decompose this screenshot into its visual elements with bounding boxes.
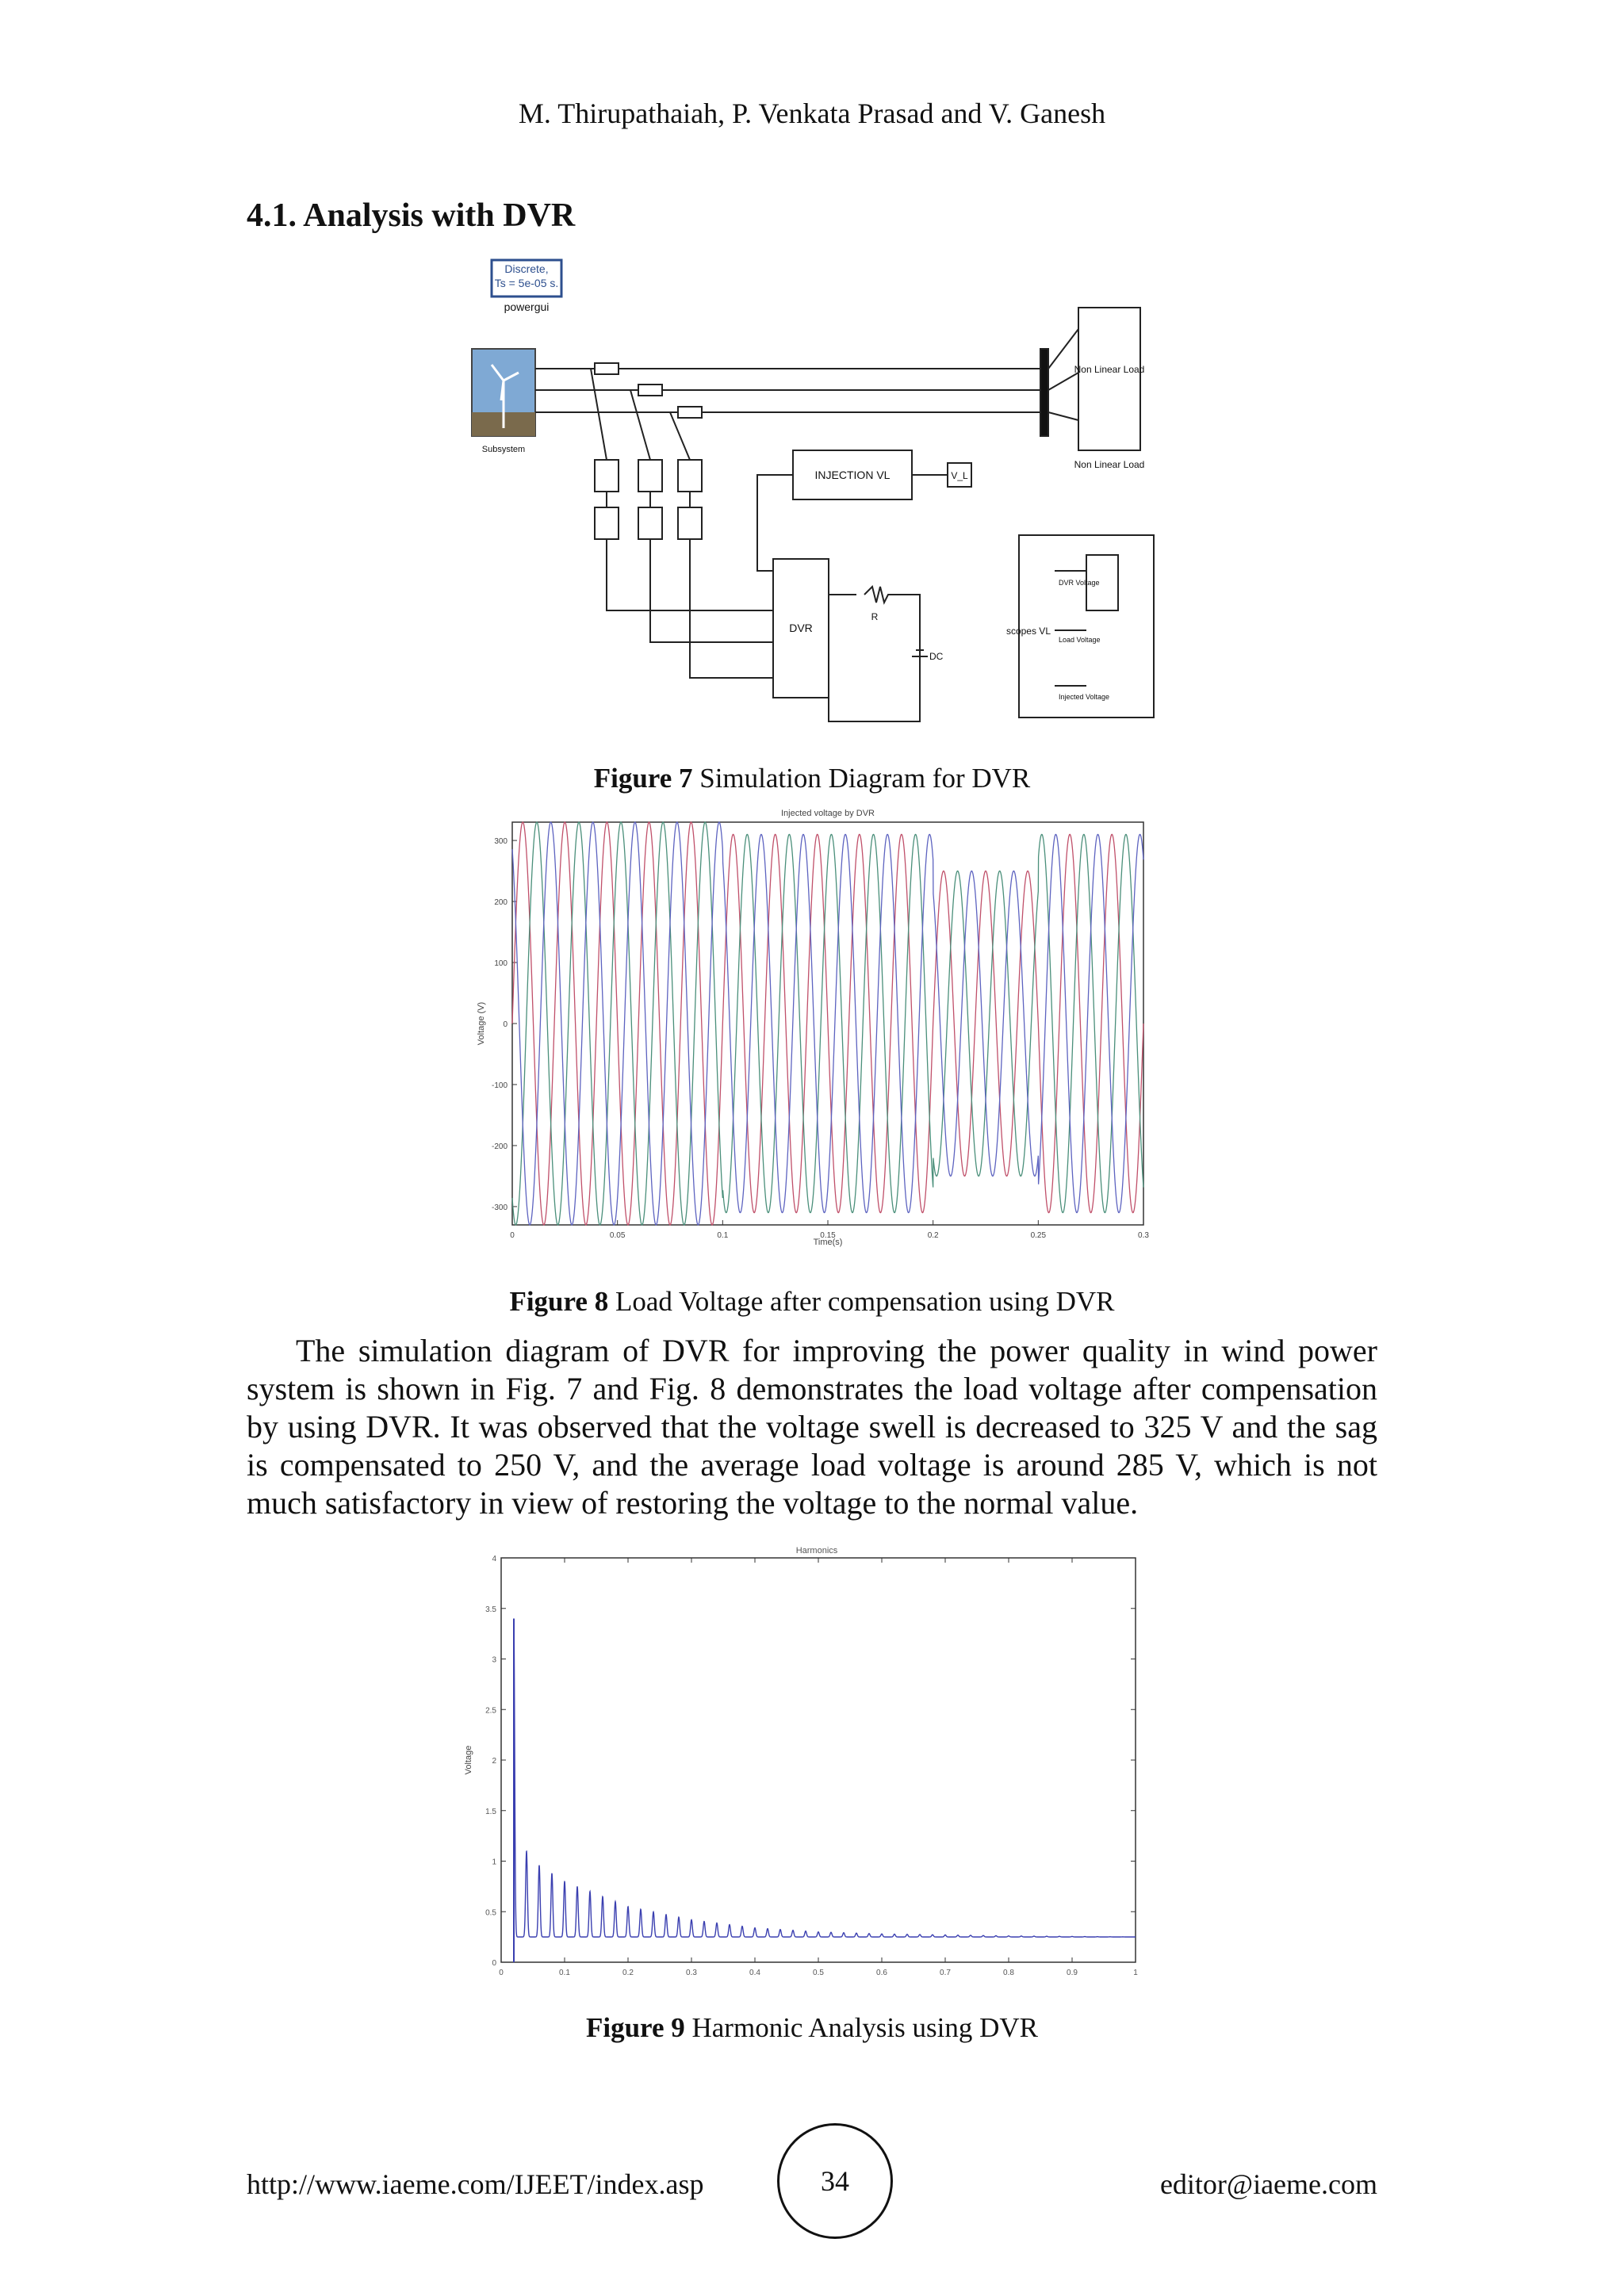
fig9-ytick-label: 3.5 xyxy=(485,1605,496,1614)
fig9-xtick-label: 0.3 xyxy=(686,1969,697,1977)
nonlinear-load-caption: Non Linear Load xyxy=(1074,459,1145,470)
load-voltage-label: Load Voltage xyxy=(1059,636,1101,644)
nonlinear-load-label: Non Linear Load xyxy=(1074,364,1145,375)
footer-email[interactable]: editor@iaeme.com xyxy=(1159,2168,1377,2200)
fig9-xtick-label: 0.8 xyxy=(1003,1969,1014,1977)
fig7-caption xyxy=(0,763,1624,794)
dc-label: DC xyxy=(929,651,944,662)
fig9-xtick-label: 1 xyxy=(1133,1969,1138,1977)
fig9-caption-text: Harmonic Analysis using DVR xyxy=(684,2012,1039,2043)
footer-url[interactable]: http://www.iaeme.com/IJEET/index.asp xyxy=(247,2168,704,2200)
fig8-xtick-label: 0 xyxy=(510,1231,515,1240)
fig8-title: Injected voltage by DVR xyxy=(780,809,875,818)
fig8-xtick-label: 0.1 xyxy=(717,1231,729,1240)
fig8-caption-label: Figure 8 xyxy=(509,1286,609,1317)
fig8-caption xyxy=(0,1286,1624,1318)
r-label: R xyxy=(871,611,879,622)
fig8-ylabel: Voltage (V) xyxy=(477,1001,486,1046)
fig9-ytick-label: 3 xyxy=(492,1655,496,1665)
fig8-ytick-label: 200 xyxy=(494,898,508,908)
fig9-ytick-label: 2 xyxy=(492,1757,496,1766)
fig9-xtick-label: 0.2 xyxy=(622,1969,634,1977)
page-number: 34 xyxy=(777,2123,893,2239)
fig9-xtick-label: 0 xyxy=(499,1969,504,1977)
fig9-xtick-label: 0.5 xyxy=(813,1969,824,1977)
fig8-ytick-label: -300 xyxy=(491,1203,508,1212)
vl-tag-label: V_L xyxy=(951,470,968,481)
fig7-caption-text: Simulation Diagram for DVR xyxy=(692,763,1031,794)
fig9-ylabel: Voltage xyxy=(464,1745,473,1775)
fig8-xlabel: Time(s) xyxy=(813,1238,843,1247)
fig9-ytick-label: 1 xyxy=(492,1858,496,1867)
fig9-ytick-label: 2.5 xyxy=(485,1706,496,1716)
fig8-caption-text: Load Voltage after compensation using DVR xyxy=(608,1286,1115,1317)
fig9-xtick-label: 0.7 xyxy=(940,1969,951,1977)
powergui-label: powergui xyxy=(504,300,550,313)
injected-voltage-label: Injected Voltage xyxy=(1059,693,1110,701)
scopes-label: scopes VL xyxy=(1005,626,1051,637)
powergui-discrete-label: Discrete, xyxy=(504,262,549,275)
fig8-ytick-label: 300 xyxy=(494,837,508,847)
fig8-xtick-label: 0.2 xyxy=(927,1231,939,1240)
nonlinear-load-block xyxy=(1078,308,1140,450)
fig9-plot-frame xyxy=(501,1558,1136,1962)
fig7-simulation-diagram xyxy=(468,254,1158,729)
section-heading: 4.1. Analysis with DVR xyxy=(247,197,576,234)
fig9-xtick-label: 0.4 xyxy=(749,1969,760,1977)
fig9-caption xyxy=(0,2012,1624,2044)
fig9-ytick-label: 4 xyxy=(492,1555,496,1563)
source-label: Subsystem xyxy=(481,445,526,454)
fig8-xtick-label: 0.05 xyxy=(609,1231,626,1240)
injection-label: INJECTION VL xyxy=(814,469,891,481)
dvr-voltage-label: DVR Voltage xyxy=(1059,579,1100,587)
fig9-ytick-label: 1.5 xyxy=(485,1807,496,1816)
fig9-ytick-label: 0.5 xyxy=(485,1908,496,1918)
fig9-harmonics-chart xyxy=(460,1542,1150,1986)
powergui-ts-label: Ts = 5e-05 s. xyxy=(494,277,559,289)
fig8-ytick-label: 100 xyxy=(494,959,508,969)
fig8-ytick-label: -100 xyxy=(491,1081,508,1090)
fig8-ytick-label: 0 xyxy=(503,1020,508,1029)
fig8-load-voltage-chart xyxy=(474,805,1150,1249)
fig8-xtick-label: 0.25 xyxy=(1030,1231,1047,1240)
fig8-xtick-label: 0.15 xyxy=(820,1231,836,1240)
fig9-caption-label: Figure 9 xyxy=(585,2012,685,2043)
fig9-title: Harmonics xyxy=(795,1546,838,1556)
fig8-ytick-label: -200 xyxy=(491,1142,508,1151)
fig9-xtick-label: 0.1 xyxy=(559,1969,570,1977)
fig9-ytick-label: 0 xyxy=(492,1959,496,1968)
dvr-label: DVR xyxy=(789,622,813,634)
body-paragraph: The simulation diagram of DVR for improving the power quality in wind power system is shown in Fig. 7 and Fig. 8 demonstrates the load voltage after compensation by using DVR. It was observed that the voltage swell is decreased to 325 V and the sag is compensated to 250 V, and the average load voltage is around 285 V, which is not much satisfactory in view of restoring the voltage to the normal value. xyxy=(247,1333,1377,1521)
fig7-caption-label: Figure 7 xyxy=(593,763,693,794)
running-header: M. Thirupathaiah, P. Venkata Prasad and V. Ganesh xyxy=(518,98,1106,129)
fig9-xtick-label: 0.9 xyxy=(1067,1969,1078,1977)
fig9-xtick-label: 0.6 xyxy=(876,1969,887,1977)
fig8-xtick-label: 0.3 xyxy=(1138,1231,1149,1240)
